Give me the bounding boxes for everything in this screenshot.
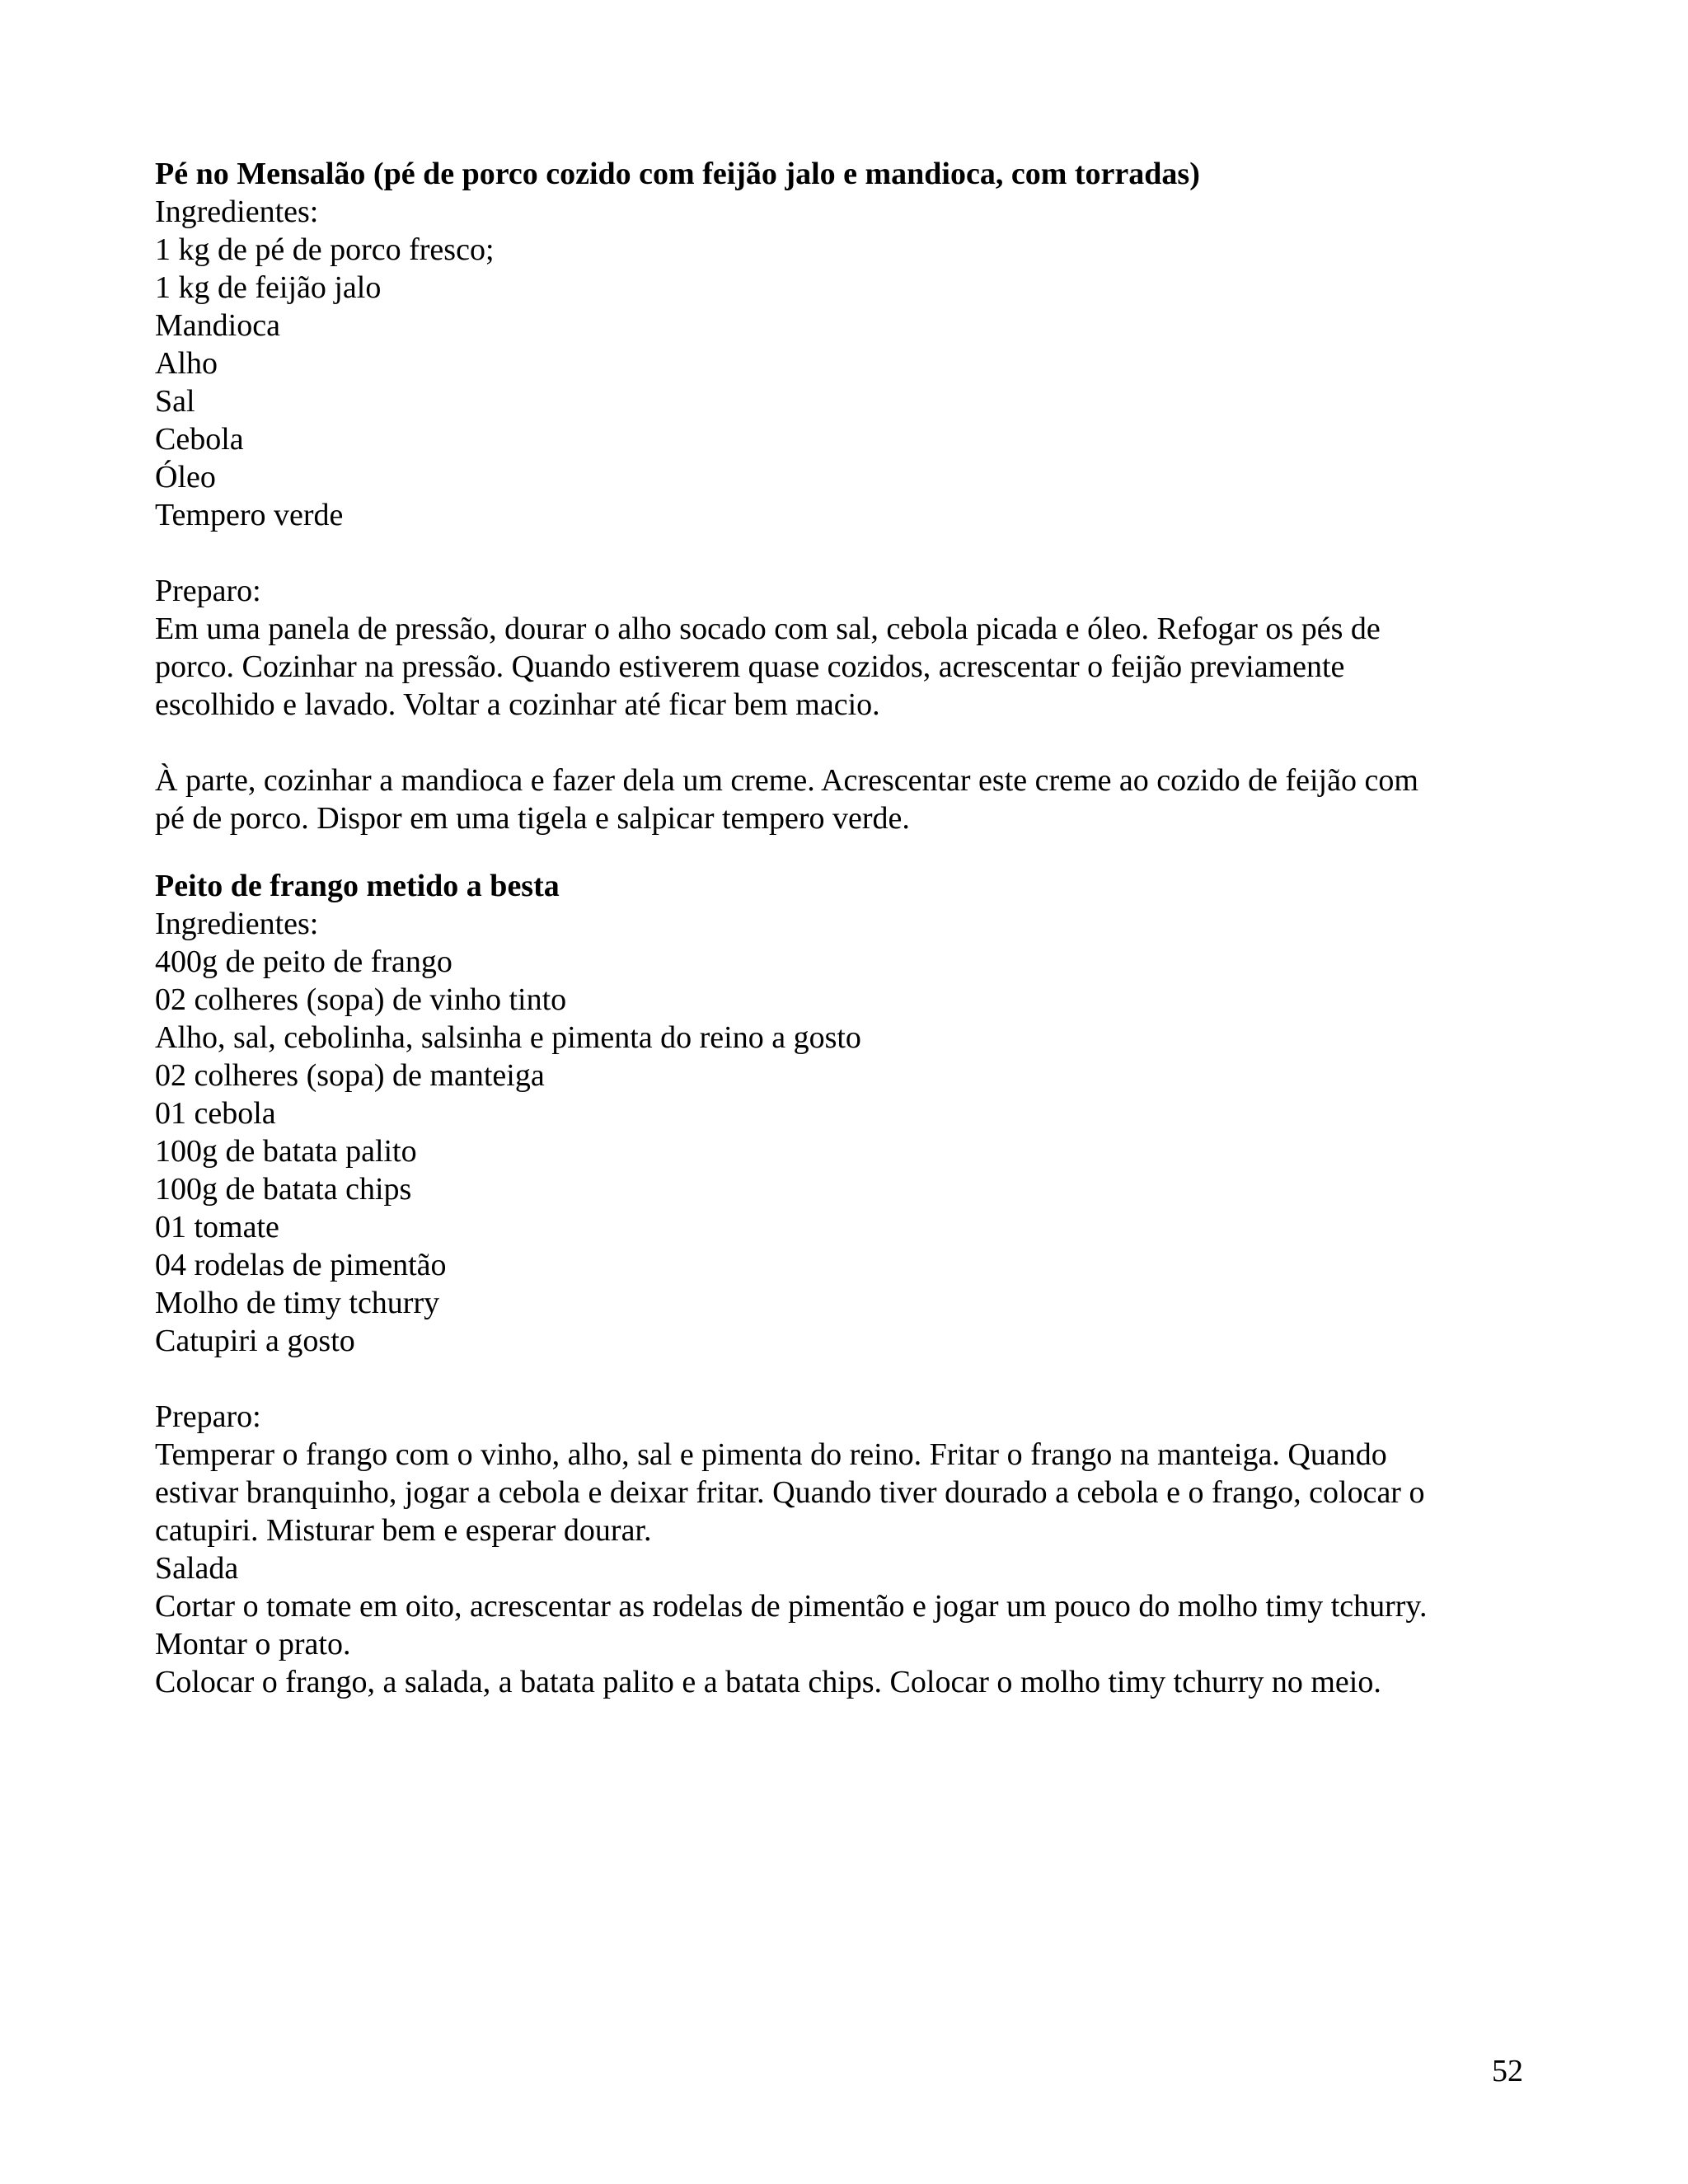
recipe-2-preparo-line: Temperar o frango com o vinho, alho, sal e pimenta do reino. Fritar o frango na manteiga. Quando <box>155 1437 1387 1472</box>
document-page <box>155 155 1540 1701</box>
recipe-1-ingredient: 1 kg de feijão jalo <box>155 270 382 305</box>
recipe-2-ingredient: Alho, sal, cebolinha, salsinha e pimenta do reino a gosto <box>155 1020 861 1055</box>
recipe-1-ingredient: Cebola <box>155 422 244 457</box>
recipe-2-ingredient: Molho de timy tchurry <box>155 1286 440 1320</box>
recipe-1-preparo2-line: À parte, cozinhar a mandioca e fazer dela um creme. Acrescentar este creme ao cozido de feijão com <box>155 763 1418 798</box>
recipe-2-ingredient: 400g de peito de frango <box>155 944 452 979</box>
recipe-1-ingredient: 1 kg de pé de porco fresco; <box>155 232 495 267</box>
recipe-1-ingredients-label: Ingredientes: <box>155 194 319 229</box>
recipe-2-ingredient: Catupiri a gosto <box>155 1324 355 1358</box>
recipe-2-ingredient: 100g de batata chips <box>155 1172 412 1207</box>
recipe-2-preparo-line: catupiri. Misturar bem e esperar dourar. <box>155 1513 652 1548</box>
recipe-1-ingredient: Mandioca <box>155 308 280 343</box>
recipe-1-ingredient: Sal <box>155 384 195 419</box>
recipe-2-preparo-line: estivar branquinho, jogar a cebola e deixar fritar. Quando tiver dourado a cebola e o frango, colocar o <box>155 1475 1425 1510</box>
recipe-1-preparo-line: porco. Cozinhar na pressão. Quando estiverem quase cozidos, acrescentar o feijão previamente <box>155 649 1345 684</box>
recipe-2-title: Peito de frango metido a besta <box>155 869 560 903</box>
recipe-2-preparo-line: Salada <box>155 1551 239 1586</box>
recipe-2-ingredients-label: Ingredientes: <box>155 907 319 941</box>
recipe-2-ingredient: 100g de batata palito <box>155 1134 417 1169</box>
recipe-1-preparo-label: Preparo: <box>155 574 261 608</box>
recipe-1-ingredient: Óleo <box>155 460 216 494</box>
recipe-1-preparo2-line: pé de porco. Dispor em uma tigela e salpicar tempero verde. <box>155 801 910 836</box>
recipe-2-ingredient: 04 rodelas de pimentão <box>155 1248 447 1282</box>
recipe-2-ingredient: 01 cebola <box>155 1096 276 1131</box>
recipe-1-preparo-line: Em uma panela de pressão, dourar o alho socado com sal, cebola picada e óleo. Refogar os pés de <box>155 612 1381 646</box>
recipe-2-preparo-label: Preparo: <box>155 1399 261 1434</box>
recipe-2-ingredient: 02 colheres (sopa) de vinho tinto <box>155 982 567 1017</box>
page-number: 52 <box>1492 2054 1523 2088</box>
recipe-2-preparo-line: Montar o prato. <box>155 1627 351 1661</box>
recipe-1-preparo-line: escolhido e lavado. Voltar a cozinhar até ficar bem macio. <box>155 687 880 722</box>
recipe-1-ingredient: Tempero verde <box>155 498 344 532</box>
recipe-2-preparo-line: Cortar o tomate em oito, acrescentar as rodelas de pimentão e jogar um pouco do molho timy tchurry. <box>155 1589 1428 1624</box>
recipe-2-ingredient: 02 colheres (sopa) de manteiga <box>155 1058 545 1093</box>
recipe-1-title: Pé no Mensalão (pé de porco cozido com feijão jalo e mandioca, com torradas) <box>155 157 1200 191</box>
recipe-1-ingredient: Alho <box>155 346 218 381</box>
recipe-2-preparo-line: Colocar o frango, a salada, a batata palito e a batata chips. Colocar o molho timy tchurry no meio. <box>155 1665 1381 1699</box>
recipe-2-ingredient: 01 tomate <box>155 1210 279 1244</box>
